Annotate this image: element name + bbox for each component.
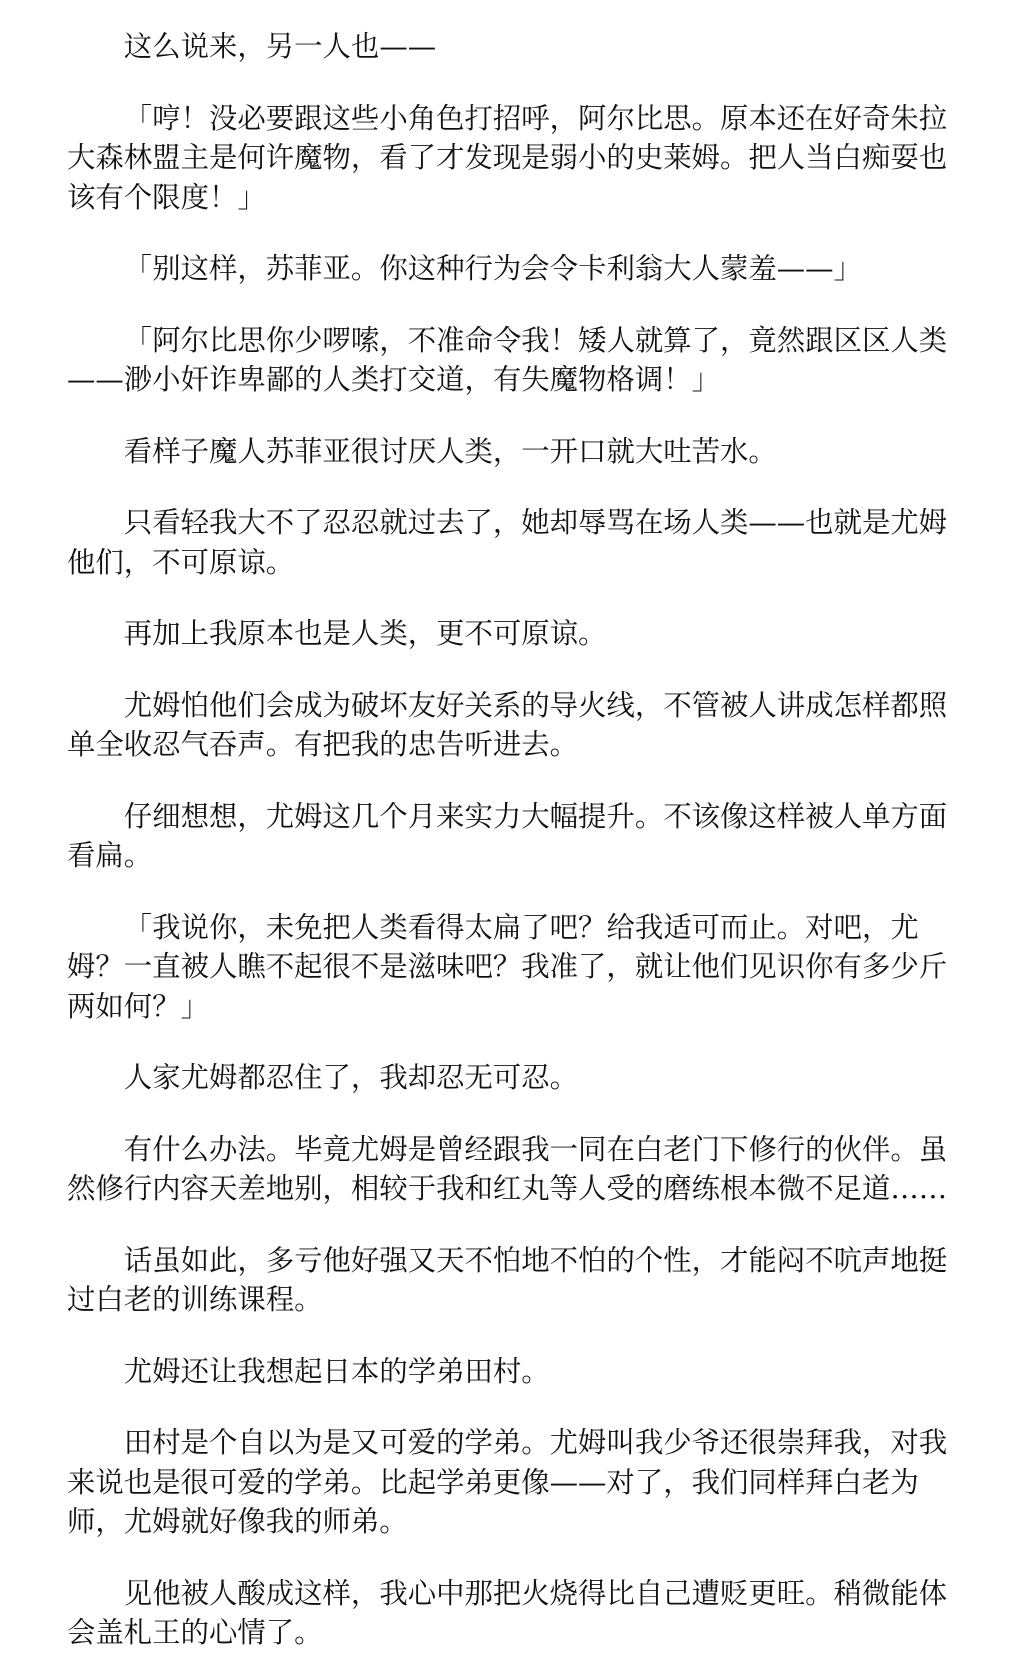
- paragraph: 有什么办法。毕竟尤姆是曾经跟我一同在白老门下修行的伙伴。虽然修行内容天差地别，相较于我和红丸等人受的磨练根本微不足道……: [67, 1132, 948, 1205]
- paragraph: 这么说来，另一人也——: [123, 30, 437, 63]
- paragraph: 田村是个自以为是又可爱的学弟。尤姆叫我少爷还很崇拜我，对我来说也是很可爱的学弟。比起学弟更像——对了，我们同样拜白老为师，尤姆就好像我的师弟。: [67, 1426, 948, 1538]
- paragraph: 再加上我原本也是人类，更不可原谅。: [123, 617, 607, 650]
- paragraph: 见他被人酸成这样，我心中那把火烧得比自己遭贬更旺。稍微能体会盖札王的心情了。: [67, 1576, 948, 1649]
- paragraph: 「我说你，未免把人类看得太扁了吧？给我适可而止。对吧，尤姆？一直被人瞧不起很不是滋味吧？我准了，就让他们见识你有多少斤两如何？」: [67, 910, 948, 1023]
- paragraph: 只看轻我大不了忍忍就过去了，她却辱骂在场人类——也就是尤姆他们，不可原谅。: [67, 506, 948, 579]
- paragraph: 人家尤姆都忍住了，我却忍无可忍。: [123, 1061, 579, 1094]
- paragraph: 看样子魔人苏菲亚很讨厌人类，一开口就大吐苦水。: [123, 434, 777, 468]
- paragraph: 尤姆怕他们会成为破坏友好关系的导火线，不管被人讲成怎样都照单全收忍气吞声。有把我的忠告听进去。: [67, 688, 948, 761]
- paragraph: 「阿尔比思你少啰嗦，不准命令我！矮人就算了，竟然跟区区人类——渺小奸诈卑鄙的人类打交道，有失魔物格调！」: [67, 323, 948, 396]
- paragraph: 尤姆还让我想起日本的学弟田村。: [123, 1354, 550, 1388]
- paragraph: 「别这样，苏菲亚。你这种行为会令卡利翁大人蒙羞——」: [123, 252, 862, 285]
- paragraph: 仔细想想，尤姆这几个月来实力大幅提升。不该像这样被人单方面看扁。: [67, 799, 948, 872]
- paragraph: 话虽如此，多亏他好强又天不怕地不怕的个性，才能闷不吭声地挺过白老的训练课程。: [67, 1243, 948, 1316]
- paragraph: 「哼！没必要跟这些小角色打招呼，阿尔比思。原本还在好奇朱拉大森林盟主是何许魔物，看了才发现是弱小的史莱姆。把人当白痴耍也该有个限度！」: [67, 101, 948, 214]
